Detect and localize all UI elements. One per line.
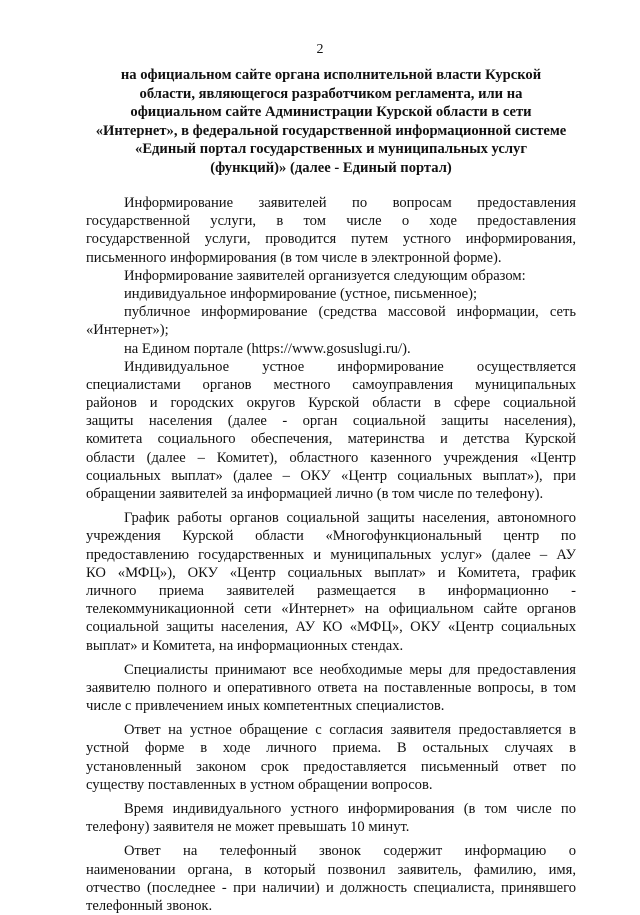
- text-line: обращении заявителей за информацией лично (в том числе по телефону).: [86, 486, 544, 502]
- text-line: «Интернет»);: [86, 322, 169, 339]
- text-line: предоставлению государственных и муниципальных услуг» (далее – АУ: [86, 546, 576, 563]
- text-line: специалистами органов местного самоуправления муниципальных: [86, 376, 576, 393]
- text-line: личного приема заявителей размещается в информационно -: [86, 582, 576, 599]
- page-number: 2: [316, 42, 324, 57]
- heading-line: на официальном сайте органа исполнительной власти Курской: [120, 67, 542, 83]
- text-line: государственной услуги, проводится путем устного информирования,: [86, 231, 576, 248]
- text-line: существу поставленных в устном обращении вопросов.: [86, 776, 433, 793]
- text-line: социальной защиты населения, АУ КО «МФЦ», ОКУ «Центр социальных: [86, 619, 576, 636]
- heading-line: (функций)» (далее - Единый портал): [210, 159, 452, 176]
- text-line: Ответ на телефонный звонок содержит информацию о: [124, 843, 576, 860]
- text-line: заявителю полного и оперативного ответа на поставленные вопросы, в том: [86, 679, 576, 696]
- text-line: государственной услуги, в том числе о ходе предоставления: [86, 213, 576, 230]
- text-line: числе с привлечением иных компетентных специалистов.: [86, 698, 445, 715]
- text-line: социальных выплат» (далее – ОКУ «Центр социальных выплат»), при: [86, 467, 576, 484]
- text-line: устной форме в ходе личного приема. В остальных случаях в: [86, 740, 576, 757]
- text-line: Индивидуальное устное информирование осуществляется: [124, 358, 576, 375]
- heading-line: области, являющегося разработчиком регламента, или на: [139, 85, 523, 102]
- text-line: комитета социального обеспечения, материнства и детства Курской: [86, 431, 576, 448]
- text-line: наименовании органа, в который позвонил заявитель, фамилию, имя,: [86, 861, 576, 878]
- heading-line: официальном сайте Администрации Курской области в сети: [130, 104, 532, 120]
- text-line: телефонный звонок.: [86, 897, 213, 914]
- heading-line: «Интернет», в федеральной государственной информационной системе: [95, 122, 567, 139]
- heading-line: «Единый портал государственных и муниципальных услуг: [135, 141, 527, 157]
- text-line: установленный законом срок предоставляется письменный ответ по: [86, 758, 576, 775]
- text-line: телекоммуникационной сети «Интернет» на официальном сайте органов: [86, 601, 576, 618]
- text-line: Ответ на устное обращение с согласия заявителя предоставляется в: [124, 722, 576, 739]
- text-line: телефону) заявителя не может превышать 10 минут.: [86, 819, 410, 836]
- text-line: учреждения Курской области «Многофункциональный центр по: [86, 528, 576, 545]
- text-line: Информирование заявителей по вопросам предоставления: [124, 195, 576, 211]
- text-line: Информирование заявителей организуется следующим образом:: [124, 267, 526, 284]
- text-line: индивидуальное информирование (устное, письменное);: [124, 285, 478, 302]
- text-line: отчество (последнее - при наличии) и должность специалиста, принявшего: [86, 879, 576, 896]
- text-line: письменного информирования (в том числе в электронной форме).: [86, 249, 502, 266]
- text-line: График работы органов социальной защиты населения, автономного: [124, 510, 576, 527]
- text-line: публичное информирование (средства массовой информации, сеть: [124, 304, 576, 321]
- text-line: районов и городских округов Курской области в сфере социальной: [86, 395, 576, 412]
- text-line: КО «МФЦ»), ОКУ «Центр социальных выплат» и Комитета, график: [86, 564, 576, 581]
- body-text: [86, 194, 576, 915]
- text-line: Специалисты принимают все необходимые меры для предоставления: [124, 661, 576, 678]
- text-line: на Едином портале (https://www.gosuslugi.ru/).: [124, 340, 411, 357]
- text-line: выплат» и Комитета, на информационных стендах.: [86, 637, 404, 654]
- text-line: Время индивидуального устного информирования (в том числе по: [124, 801, 576, 817]
- section-heading: [86, 66, 576, 177]
- text-line: области (далее – Комитет), областного казенного учреждения «Центр: [86, 449, 576, 466]
- text-line: защиты населения (далее - орган социальной защиты населения),: [86, 413, 576, 430]
